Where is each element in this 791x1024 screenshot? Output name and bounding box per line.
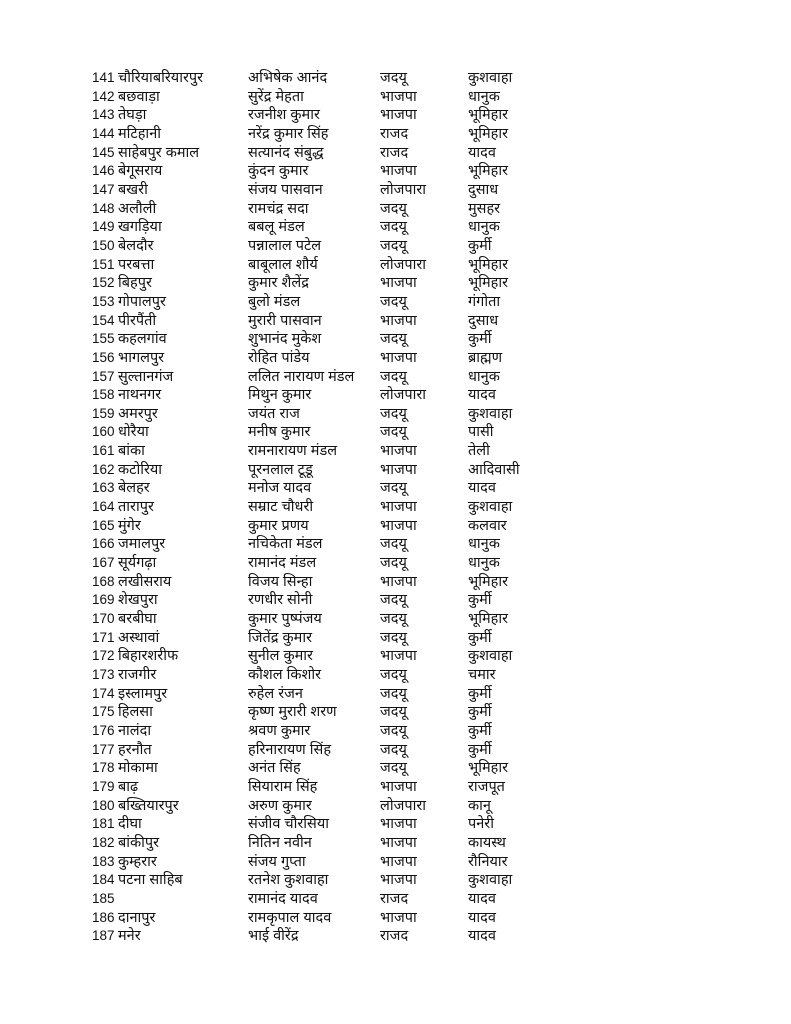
candidate-name: नितिन नवीन bbox=[248, 834, 312, 851]
caste-name: कुर्मी bbox=[468, 592, 492, 609]
caste-name: भूमिहार bbox=[468, 125, 509, 142]
party-name: भाजपा bbox=[380, 349, 417, 366]
caste-name: यादव bbox=[468, 928, 496, 945]
constituency-name: गोपालपुर bbox=[118, 293, 166, 310]
caste-name: कुर्मी bbox=[468, 722, 492, 739]
candidate-name: कुमार प्रणय bbox=[248, 517, 309, 534]
serial-number: 159 bbox=[92, 405, 115, 421]
serial-number: 165 bbox=[92, 517, 115, 533]
serial-number: 156 bbox=[92, 349, 115, 365]
party-name: जदयू bbox=[380, 405, 407, 422]
candidate-name: कृष्ण मुरारी शरण bbox=[248, 704, 337, 721]
constituency-name: सुल्तानगंज bbox=[118, 368, 174, 385]
caste-name: कुशवाहा bbox=[468, 499, 513, 516]
table-row bbox=[0, 629, 791, 648]
party-name: जदयू bbox=[380, 741, 407, 758]
party-name: भाजपा bbox=[380, 909, 417, 926]
caste-name: ब्राह्मण bbox=[468, 349, 503, 366]
constituency-name: बिहपुर bbox=[118, 275, 152, 292]
serial-number: 146 bbox=[92, 163, 115, 179]
caste-name: भूमिहार bbox=[468, 163, 509, 180]
constituency-name: बांका bbox=[118, 443, 145, 460]
constituency-name: पीरपैंती bbox=[118, 312, 157, 329]
table-row bbox=[0, 106, 791, 125]
party-name: जदयू bbox=[380, 760, 407, 777]
party-name: राजद bbox=[380, 125, 409, 142]
caste-name: राजपूत bbox=[468, 778, 505, 795]
candidate-name: ललित नारायण मंडल bbox=[248, 368, 355, 385]
party-name: भाजपा bbox=[380, 517, 417, 534]
party-name: जदयू bbox=[380, 368, 407, 385]
constituency-name: बिहारशरीफ bbox=[118, 648, 179, 665]
candidate-name: कुमार पुष्पंजय bbox=[248, 611, 322, 628]
candidate-name: रामनारायण मंडल bbox=[248, 443, 338, 460]
serial-number: 149 bbox=[92, 219, 115, 235]
table-row bbox=[0, 591, 791, 610]
serial-number: 162 bbox=[92, 461, 115, 477]
constituency-name: बांकीपुर bbox=[118, 834, 160, 851]
constituency-name: तारापुर bbox=[118, 499, 154, 516]
table-row bbox=[0, 927, 791, 946]
constituency-name: बाढ़ bbox=[118, 778, 139, 795]
candidate-name: रुहेल रंजन bbox=[248, 685, 303, 702]
caste-name: कुर्मी bbox=[468, 704, 492, 721]
serial-number: 152 bbox=[92, 275, 115, 291]
party-name: राजद bbox=[380, 144, 409, 161]
party-name: भाजपा bbox=[380, 834, 417, 851]
candidate-name: बबलू मंडल bbox=[248, 219, 305, 236]
caste-name: यादव bbox=[468, 144, 496, 161]
table-row bbox=[0, 88, 791, 107]
serial-number: 160 bbox=[92, 424, 115, 440]
serial-number: 182 bbox=[92, 834, 115, 850]
constituency-name: मुंगेर bbox=[118, 517, 141, 534]
party-name: राजद bbox=[380, 928, 409, 945]
serial-number: 143 bbox=[92, 107, 115, 123]
caste-name: तेली bbox=[468, 443, 490, 460]
constituency-name: नाथनगर bbox=[118, 387, 162, 404]
candidate-name: जयंत राज bbox=[248, 405, 300, 422]
candidate-name: रजनीश कुमार bbox=[248, 107, 320, 124]
serial-number: 180 bbox=[92, 797, 115, 813]
constituency-name: शेखपुरा bbox=[118, 592, 158, 609]
table-row bbox=[0, 797, 791, 816]
party-name: लोजपारा bbox=[380, 387, 427, 404]
caste-name: भूमिहार bbox=[468, 275, 509, 292]
table-row bbox=[0, 890, 791, 909]
candidate-name: शुभानंद मुकेश bbox=[248, 331, 322, 348]
serial-number: 147 bbox=[92, 181, 115, 197]
constituency-name: सूर्यगढ़ा bbox=[118, 555, 157, 572]
constituency-name: धोरैया bbox=[118, 424, 149, 441]
party-name: जदयू bbox=[380, 555, 407, 572]
party-name: जदयू bbox=[380, 237, 407, 254]
table-row bbox=[0, 479, 791, 498]
constituency-name: जमालपुर bbox=[118, 536, 166, 553]
candidate-name: जितेंद्र कुमार bbox=[248, 629, 313, 646]
party-name: लोजपारा bbox=[380, 256, 427, 273]
caste-name: भूमिहार bbox=[468, 760, 509, 777]
caste-name: कलवार bbox=[468, 517, 507, 534]
table-row bbox=[0, 162, 791, 181]
caste-name: धानुक bbox=[468, 219, 500, 236]
table-row bbox=[0, 573, 791, 592]
table-row bbox=[0, 834, 791, 853]
party-name: भाजपा bbox=[380, 312, 417, 329]
serial-number: 171 bbox=[92, 629, 115, 645]
table-row bbox=[0, 144, 791, 163]
serial-number: 170 bbox=[92, 611, 115, 627]
table-row bbox=[0, 703, 791, 722]
candidate-name: कौशल किशोर bbox=[248, 667, 322, 683]
party-name: जदयू bbox=[380, 424, 407, 441]
candidate-name: मनीष कुमार bbox=[248, 424, 311, 441]
table-row bbox=[0, 256, 791, 275]
constituency-name: नालंदा bbox=[118, 722, 152, 739]
table-row bbox=[0, 535, 791, 554]
serial-number: 153 bbox=[92, 293, 115, 309]
constituency-name: हिलसा bbox=[118, 704, 153, 721]
serial-number: 167 bbox=[92, 555, 115, 571]
candidate-name: सुनील कुमार bbox=[248, 648, 313, 665]
party-name: जदयू bbox=[380, 611, 407, 628]
constituency-name: भागलपुर bbox=[118, 349, 165, 366]
caste-name: भूमिहार bbox=[468, 107, 509, 124]
table-row bbox=[0, 69, 791, 88]
party-name: भाजपा bbox=[380, 648, 417, 665]
table-row bbox=[0, 218, 791, 237]
party-name: लोजपारा bbox=[380, 797, 427, 814]
table-row bbox=[0, 461, 791, 480]
table-row bbox=[0, 610, 791, 629]
caste-name: यादव bbox=[468, 909, 496, 926]
serial-number: 164 bbox=[92, 499, 115, 515]
constituency-name: कटोरिया bbox=[118, 461, 163, 478]
serial-number: 144 bbox=[92, 125, 115, 141]
party-name: भाजपा bbox=[380, 778, 417, 795]
serial-number: 184 bbox=[92, 872, 115, 888]
candidate-name: रामचंद्र सदा bbox=[248, 200, 309, 217]
candidate-name: अभिषेक आनंद bbox=[248, 70, 328, 86]
candidate-name: नरेंद्र कुमार सिंह bbox=[248, 125, 329, 142]
serial-number: 181 bbox=[92, 816, 115, 832]
caste-name: कुशवाहा bbox=[468, 872, 513, 889]
candidate-name: मनोज यादव bbox=[248, 480, 312, 497]
constituency-name: परबत्ता bbox=[118, 256, 155, 273]
table-row bbox=[0, 181, 791, 200]
table-row bbox=[0, 293, 791, 312]
party-name: जदयू bbox=[380, 219, 407, 236]
caste-name: यादव bbox=[468, 480, 496, 497]
party-name: जदयू bbox=[380, 293, 407, 310]
serial-number: 169 bbox=[92, 592, 115, 608]
caste-name: गंगोता bbox=[468, 293, 501, 310]
candidate-name: मिथुन कुमार bbox=[248, 387, 312, 404]
constituency-name: अमरपुर bbox=[118, 405, 158, 422]
serial-number: 163 bbox=[92, 480, 115, 496]
constituency-name: मनेर bbox=[118, 928, 141, 945]
table-row bbox=[0, 647, 791, 666]
constituency-name: बछवाड़ा bbox=[118, 88, 160, 105]
serial-number: 155 bbox=[92, 331, 115, 347]
caste-name: कुर्मी bbox=[468, 629, 492, 646]
serial-number: 151 bbox=[92, 256, 115, 272]
candidate-name: रामानंद मंडल bbox=[248, 555, 317, 572]
caste-name: मुसहर bbox=[468, 200, 501, 217]
party-name: भाजपा bbox=[380, 443, 417, 460]
serial-number: 176 bbox=[92, 722, 115, 738]
table-row bbox=[0, 685, 791, 704]
caste-name: चमार bbox=[468, 667, 496, 683]
constituency-name: मोकामा bbox=[118, 760, 158, 777]
party-name: जदयू bbox=[380, 592, 407, 609]
candidate-name: रामकृपाल यादव bbox=[248, 909, 332, 926]
party-name: भाजपा bbox=[380, 461, 417, 478]
candidate-name: श्रवण कुमार bbox=[248, 722, 311, 739]
serial-number: 141 bbox=[92, 70, 115, 85]
candidate-name: रणधीर सोनी bbox=[248, 592, 313, 609]
constituency-name: पटना साहिब bbox=[118, 872, 183, 889]
caste-name: भूमिहार bbox=[468, 611, 509, 628]
serial-number: 178 bbox=[92, 760, 115, 776]
table-row bbox=[0, 554, 791, 573]
candidate-name: नचिकेता मंडल bbox=[248, 536, 323, 553]
constituency-name: बखरी bbox=[118, 181, 148, 198]
serial-number: 172 bbox=[92, 648, 115, 664]
party-name: भाजपा bbox=[380, 872, 417, 889]
candidate-name: सम्राट चौधरी bbox=[248, 499, 314, 516]
table-row bbox=[0, 312, 791, 331]
caste-name: कानू bbox=[468, 797, 491, 814]
caste-name: यादव bbox=[468, 890, 496, 907]
caste-name: धानुक bbox=[468, 88, 500, 105]
candidate-name: सत्यानंद संबुद्ध bbox=[248, 144, 324, 161]
candidate-name: सुरेंद्र मेहता bbox=[248, 88, 304, 105]
table-row bbox=[0, 517, 791, 536]
constituency-name: तेघड़ा bbox=[118, 107, 147, 124]
caste-name: धानुक bbox=[468, 368, 500, 385]
serial-number: 154 bbox=[92, 312, 115, 328]
constituency-name: खगड़िया bbox=[118, 219, 162, 236]
serial-number: 183 bbox=[92, 853, 115, 869]
constituency-name: राजगीर bbox=[118, 667, 157, 683]
constituency-name: हरनौत bbox=[118, 741, 152, 758]
caste-name: पनेरी bbox=[468, 816, 494, 833]
table-row bbox=[0, 871, 791, 890]
table-row bbox=[0, 405, 791, 424]
candidate-name: विजय सिन्हा bbox=[248, 573, 313, 590]
party-name: जदयू bbox=[380, 200, 407, 217]
candidate-name: पूरनलाल टूडू bbox=[248, 461, 313, 478]
table-row bbox=[0, 909, 791, 928]
caste-name: धानुक bbox=[468, 555, 500, 572]
constituency-name: बेलदौर bbox=[118, 237, 154, 254]
serial-number: 179 bbox=[92, 778, 115, 794]
candidate-name: पन्नालाल पटेल bbox=[248, 237, 322, 254]
caste-name: आदिवासी bbox=[468, 461, 520, 478]
table-row bbox=[0, 125, 791, 144]
caste-name: यादव bbox=[468, 387, 496, 404]
table-row bbox=[0, 368, 791, 387]
party-name: राजद bbox=[380, 890, 409, 907]
caste-name: पासी bbox=[468, 424, 494, 441]
table-row bbox=[0, 853, 791, 872]
caste-name: दुसाध bbox=[468, 181, 499, 198]
party-name: भाजपा bbox=[380, 107, 417, 124]
constituency-name: कुम्हरार bbox=[118, 853, 157, 870]
table-row bbox=[0, 237, 791, 256]
serial-number: 166 bbox=[92, 536, 115, 552]
caste-name: कुशवाहा bbox=[468, 648, 513, 665]
party-name: जदयू bbox=[380, 667, 407, 683]
serial-number: 158 bbox=[92, 387, 115, 403]
table-row bbox=[0, 778, 791, 797]
serial-number: 145 bbox=[92, 144, 115, 160]
constituency-name: बख्तियारपुर bbox=[118, 797, 179, 814]
party-name: जदयू bbox=[380, 722, 407, 739]
party-name: लोजपारा bbox=[380, 181, 427, 198]
party-name: भाजपा bbox=[380, 853, 417, 870]
constituency-name: साहेबपुर कमाल bbox=[118, 144, 200, 161]
table-row bbox=[0, 498, 791, 517]
caste-name: कुर्मी bbox=[468, 237, 492, 254]
constituency-name: चौरियाबरियारपुर bbox=[118, 70, 204, 86]
party-name: जदयू bbox=[380, 536, 407, 553]
constituency-name: बेगूसराय bbox=[118, 163, 163, 180]
caste-name: कायस्थ bbox=[468, 834, 506, 851]
party-name: जदयू bbox=[380, 685, 407, 702]
candidate-name: सियाराम सिंह bbox=[248, 778, 318, 795]
caste-name: धानुक bbox=[468, 536, 500, 553]
candidate-name: अरुण कुमार bbox=[248, 797, 312, 814]
table-row bbox=[0, 815, 791, 834]
table-row bbox=[0, 442, 791, 461]
table-row bbox=[0, 200, 791, 219]
serial-number: 150 bbox=[92, 237, 115, 253]
party-name: भाजपा bbox=[380, 163, 417, 180]
candidate-table bbox=[0, 69, 791, 946]
candidate-name: रामानंद यादव bbox=[248, 890, 318, 907]
caste-name: भूमिहार bbox=[468, 256, 509, 273]
table-row bbox=[0, 666, 791, 685]
candidate-name: रतनेश कुशवाहा bbox=[248, 872, 329, 889]
candidate-name: मुरारी पासवान bbox=[248, 312, 322, 329]
constituency-name: दीघा bbox=[118, 816, 142, 833]
constituency-name: मटिहानी bbox=[118, 125, 161, 142]
party-name: जदयू bbox=[380, 480, 407, 497]
serial-number: 185 bbox=[92, 890, 115, 906]
party-name: भाजपा bbox=[380, 816, 417, 833]
constituency-name: अलौली bbox=[118, 200, 157, 217]
caste-name: कुशवाहा bbox=[468, 405, 513, 422]
candidate-name: संजय गुप्ता bbox=[248, 853, 306, 870]
candidate-name: हरिनारायण सिंह bbox=[248, 741, 332, 758]
serial-number: 161 bbox=[92, 443, 115, 459]
caste-name: कुर्मी bbox=[468, 741, 492, 758]
serial-number: 186 bbox=[92, 909, 115, 925]
candidate-name: भाई वीरेंद्र bbox=[248, 928, 299, 945]
constituency-name: बरबीघा bbox=[118, 611, 157, 628]
caste-name: रौनियार bbox=[468, 853, 508, 870]
table-row bbox=[0, 722, 791, 741]
constituency-name: लखीसराय bbox=[118, 573, 172, 590]
caste-name: कुर्मी bbox=[468, 685, 492, 702]
party-name: भाजपा bbox=[380, 88, 417, 105]
serial-number: 173 bbox=[92, 667, 115, 682]
table-row bbox=[0, 386, 791, 405]
candidate-name: संजीव चौरसिया bbox=[248, 816, 330, 833]
serial-number: 157 bbox=[92, 368, 115, 384]
party-name: भाजपा bbox=[380, 499, 417, 516]
serial-number: 174 bbox=[92, 685, 115, 701]
constituency-name: इस्लामपुर bbox=[118, 685, 168, 702]
serial-number: 148 bbox=[92, 200, 115, 216]
constituency-name: दानापुर bbox=[118, 909, 156, 926]
serial-number: 177 bbox=[92, 741, 115, 757]
candidate-name: अनंत सिंह bbox=[248, 760, 301, 777]
party-name: जदयू bbox=[380, 704, 407, 721]
table-row bbox=[0, 349, 791, 368]
table-row bbox=[0, 741, 791, 760]
serial-number: 168 bbox=[92, 573, 115, 589]
table-row bbox=[0, 330, 791, 349]
table-row bbox=[0, 759, 791, 778]
candidate-name: संजय पासवान bbox=[248, 181, 323, 198]
table-row bbox=[0, 274, 791, 293]
party-name: जदयू bbox=[380, 70, 407, 86]
serial-number: 187 bbox=[92, 928, 115, 944]
candidate-name: कुमार शैलेंद्र bbox=[248, 275, 309, 292]
party-name: जदयू bbox=[380, 629, 407, 646]
constituency-name: बेलहर bbox=[118, 480, 150, 497]
caste-name: कुर्मी bbox=[468, 331, 492, 348]
candidate-name: कुंदन कुमार bbox=[248, 163, 309, 180]
table-row bbox=[0, 423, 791, 442]
party-name: जदयू bbox=[380, 331, 407, 348]
caste-name: भूमिहार bbox=[468, 573, 509, 590]
constituency-name: अस्थावां bbox=[118, 629, 160, 646]
serial-number: 175 bbox=[92, 704, 115, 720]
party-name: भाजपा bbox=[380, 573, 417, 590]
constituency-name: कहलगांव bbox=[118, 331, 167, 348]
caste-name: कुशवाहा bbox=[468, 70, 513, 86]
party-name: भाजपा bbox=[380, 275, 417, 292]
caste-name: दुसाध bbox=[468, 312, 499, 329]
candidate-name: बाबूलाल शौर्य bbox=[248, 256, 318, 273]
candidate-name: बुलो मंडल bbox=[248, 293, 301, 310]
candidate-name: रोहित पांडेय bbox=[248, 349, 310, 366]
serial-number: 142 bbox=[92, 88, 115, 104]
